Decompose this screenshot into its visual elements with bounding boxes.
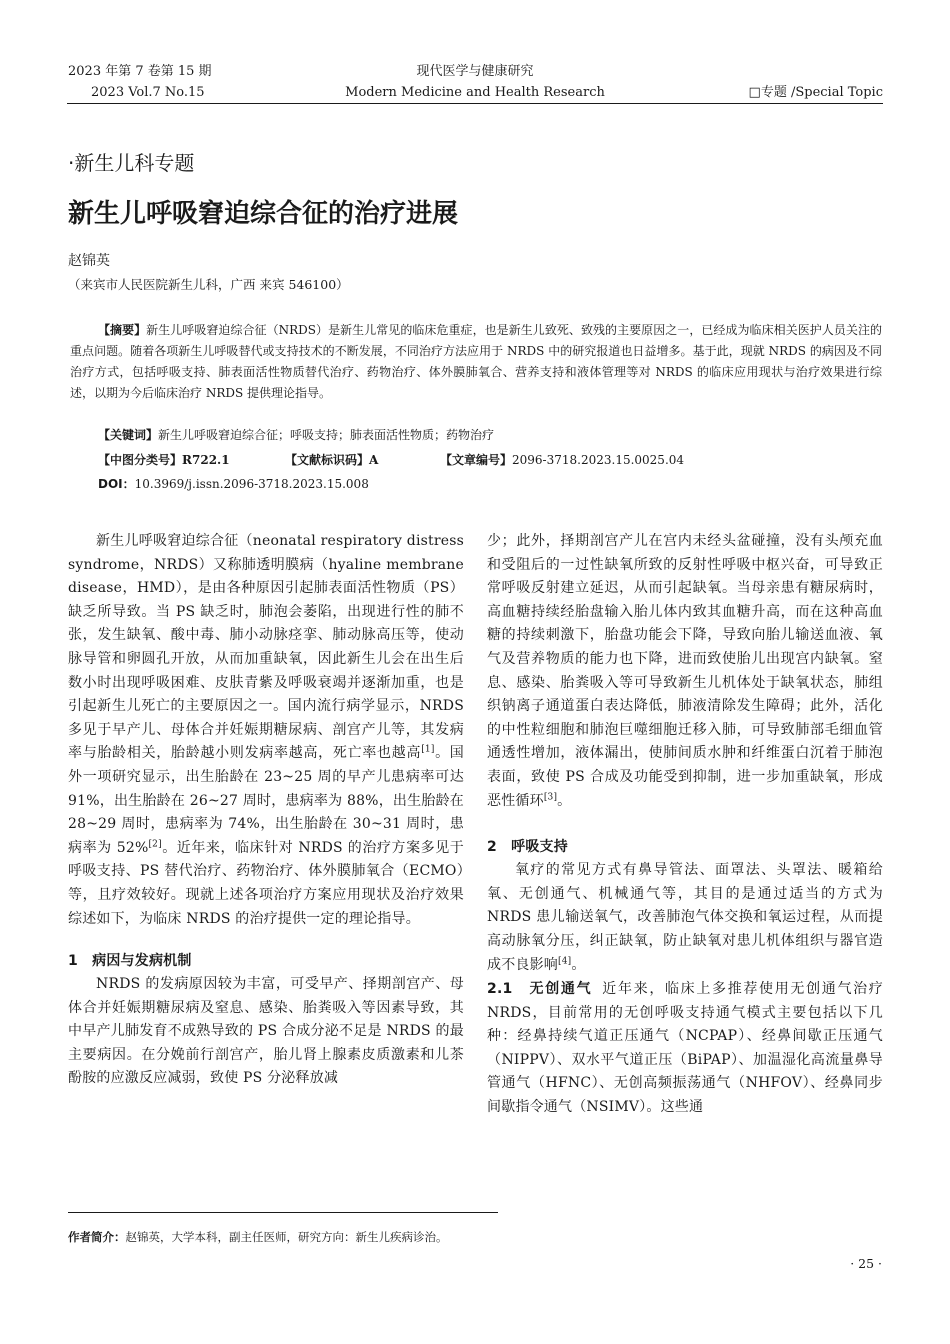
continued-paragraph bbox=[487, 530, 883, 813]
clc-value: R722.1 bbox=[182, 453, 230, 467]
section-2-paragraph bbox=[487, 859, 883, 977]
keywords-label: 【关键词】 bbox=[98, 428, 159, 442]
citation-2: [2] bbox=[148, 839, 162, 850]
section-2-1-paragraph bbox=[487, 977, 883, 1120]
section-2-end: 。 bbox=[571, 956, 586, 973]
clc-label: 【中图分类号】 bbox=[98, 453, 183, 467]
journal-title-en: Modern Medicine and Health Research bbox=[345, 85, 605, 100]
intro-text-a: 新生儿呼吸窘迫综合征（neonatal respiratory distress syndrome，NRDS）又称肺透明膜病（hyaline membrane disease，HMD），是由各种原因引起肺表面活性物质（PS）缺乏所导致。当 PS 缺乏时，肺泡会萎陷，出现进行性的肺不张，发生缺氧、酸中毒、肺小动脉痉挛、肺动脉高压等，使动脉导管和卵圆孔开放，从而加重缺氧，因此新生儿会在出生后数小时出现呼吸困难、皮肤青紫及呼吸衰竭并逐渐加重，也是引起新生儿死亡的主要原因之一。国内流行病学显示，NRDS 多见于早产儿、母体合并妊娠期糖尿病、剖宫产儿等，其发病率与胎龄相关，胎龄越小则发病率越高，死亡率也越高 bbox=[68, 533, 464, 762]
right-column bbox=[487, 530, 883, 1120]
doc-code-label: 【文献标识码】 bbox=[285, 453, 370, 467]
section-1-heading: 1 病因与发病机制 bbox=[68, 953, 192, 970]
intro-text-c: 。近年来，临床针对 NRDS 的治疗方案多见于呼吸支持、PS 替代治疗、药物治疗、体外膜肺氧合（ECMO）等，且疗效较好。现就上述各项治疗方案应用现状及治疗效果综述如下，为临床 NRDS 的治疗提供一定的理论指导。 bbox=[68, 839, 465, 927]
doi-label: DOI： bbox=[98, 477, 135, 491]
intro-text-b: 。国外一项研究显示，出生胎龄在 23~25 周的早产儿患病率可达 91%，出生胎龄在 26~27 周时，患病率为 88%，出生胎龄在 28~29 周时，患病率为 74%，出生胎龄在 30~31 周时，患病率为 52% bbox=[68, 745, 464, 856]
author-note-text: 赵锦英，大学本科，副主任医师，研究方向：新生儿疾病诊治。 bbox=[125, 1230, 448, 1244]
journal-title-cn: 现代医学与健康研究 bbox=[416, 64, 534, 79]
section-2-1-text: 近年来，临床上多推荐使用无创通气治疗 NRDS，目前常用的无创呼吸支持通气模式主要包括以下几种：经鼻持续气道正压通气（NCPAP）、经鼻间歇正压通气（NIPPV）、双水平气道正压（BiPAP）、加温湿化高流量鼻导管通气（HFNC）、无创高频振荡通气（NHFOV）、经鼻同步间歇指令通气（NSIMV）。这些通 bbox=[487, 981, 883, 1116]
author-note bbox=[68, 1229, 448, 1245]
section-1-paragraph: NRDS 的发病原因较为丰富，可受早产、择期剖宫产、母体合并妊娠期糖尿病及窒息、感染、胎粪吸入等因素导致，其中早产儿肺发育不成熟导致的 PS 合成分泌不足是 NRDS 的最主要病因。在分娩前行剖宫产，胎儿肾上腺素皮质激素和儿茶酚胺的应激反应减弱，致使 PS 分泌释放减 bbox=[68, 976, 464, 1087]
article-number bbox=[440, 450, 684, 470]
section-2-heading: 2 呼吸支持 bbox=[487, 839, 568, 856]
footnote-rule bbox=[68, 1212, 498, 1213]
section-label-group bbox=[749, 84, 883, 101]
article-no-label: 【文章编号】 bbox=[440, 453, 513, 467]
citation-1: [1] bbox=[421, 744, 435, 755]
article-title: 新生儿呼吸窘迫综合征的治疗进展 bbox=[68, 199, 459, 229]
header-rule bbox=[67, 103, 883, 104]
left-column bbox=[68, 530, 464, 1091]
issue-cn: 2023 年第 7 卷第 15 期 bbox=[68, 64, 212, 79]
continued-end: 。 bbox=[557, 792, 572, 809]
affiliation: （来宾市人民医院新生儿科，广西 来宾 546100） bbox=[68, 277, 349, 292]
keywords-text: 新生儿呼吸窘迫综合征；呼吸支持；肺表面活性物质；药物治疗 bbox=[158, 428, 495, 442]
clc-number bbox=[98, 450, 230, 470]
doi-value: 10.3969/j.issn.2096-3718.2023.15.008 bbox=[134, 477, 369, 491]
intro-paragraph bbox=[68, 530, 464, 931]
doc-code-value: A bbox=[369, 453, 379, 467]
section-2-text: 氧疗的常见方式有鼻导管法、面罩法、头罩法、暖箱给氧、无创通气、机械通气等，其目的是通过适当的方式为 NRDS 患儿输送氧气，改善肺泡气体交换和氧运过程，从而提高动脉氧分压，纠正缺氧，防止缺氧对患儿机体组织与器官造成不良影响 bbox=[487, 862, 883, 973]
citation-3: [3] bbox=[543, 791, 558, 802]
keywords bbox=[98, 425, 494, 445]
column-tag: ·新生儿科专题 bbox=[68, 151, 195, 175]
section-2-1-heading: 2.1 无创通气 bbox=[487, 981, 593, 998]
article-no-value: 2096-3718.2023.15.0025.04 bbox=[512, 453, 685, 467]
author: 赵锦英 bbox=[68, 253, 110, 269]
author-note-label: 作者简介： bbox=[68, 1230, 126, 1244]
abstract bbox=[70, 320, 882, 404]
issue-en: 2023 Vol.7 No.15 bbox=[91, 85, 205, 100]
abstract-text: 新生儿呼吸窘迫综合征（NRDS）是新生儿常见的临床危重症，也是新生儿致死、致残的主要原因之一，已经成为临床相关医护人员关注的重点问题。随着各项新生儿呼吸替代或支持技术的不断发展，不同治疗方法应用于 NRDS 中的研究报道也日益增多。基于此，现就 NRDS 的病因及不同治疗方式，包括呼吸支持、肺表面活性物质替代治疗、药物治疗、体外膜肺氧合、营养支持和液体管理等对 NRDS 的临床应用现状与治疗效果进行综述，以期为今后临床治疗 NRDS 提供理论指导。 bbox=[70, 323, 882, 400]
doi bbox=[98, 474, 369, 494]
section-label: 专题 /Special Topic bbox=[760, 85, 883, 100]
continued-text: 少；此外，择期剖宫产儿在宫内未经头盆碰撞，没有头颅充血和受阻后的一过性缺氧所致的反射性呼吸中枢兴奋，可导致正常呼吸反射建立延迟，从而引起缺氧。当母亲患有糖尿病时，高血糖持续经胎盘输入胎儿体内致其血糖升高，而在这种高血糖的持续刺激下，胎盘功能会下降，导致向胎儿输送血液、氧气及营养物质的能力也下降，进而致使胎儿出现宫内缺氧。窒息、感染、胎粪吸入等可导致新生儿机体处于缺氧状态，肺组织钠离子通道蛋白表达降低，肺液清除发生障碍；此外，活化的中性粒细胞和肺泡巨噬细胞迁移入肺，可导致肺部毛细血管通透性增加，液体漏出，使肺间质水肿和纤维蛋白沉着于肺泡表面，致使 PS 合成及功能受到抑制，进一步加重缺氧，形成恶性循环 bbox=[487, 533, 883, 809]
checkbox-icon: □ bbox=[748, 85, 761, 100]
citation-4: [4] bbox=[558, 955, 572, 966]
page-number: · 25 · bbox=[850, 1256, 882, 1271]
document-code bbox=[285, 450, 378, 470]
abstract-label: 【摘要】 bbox=[98, 323, 147, 337]
